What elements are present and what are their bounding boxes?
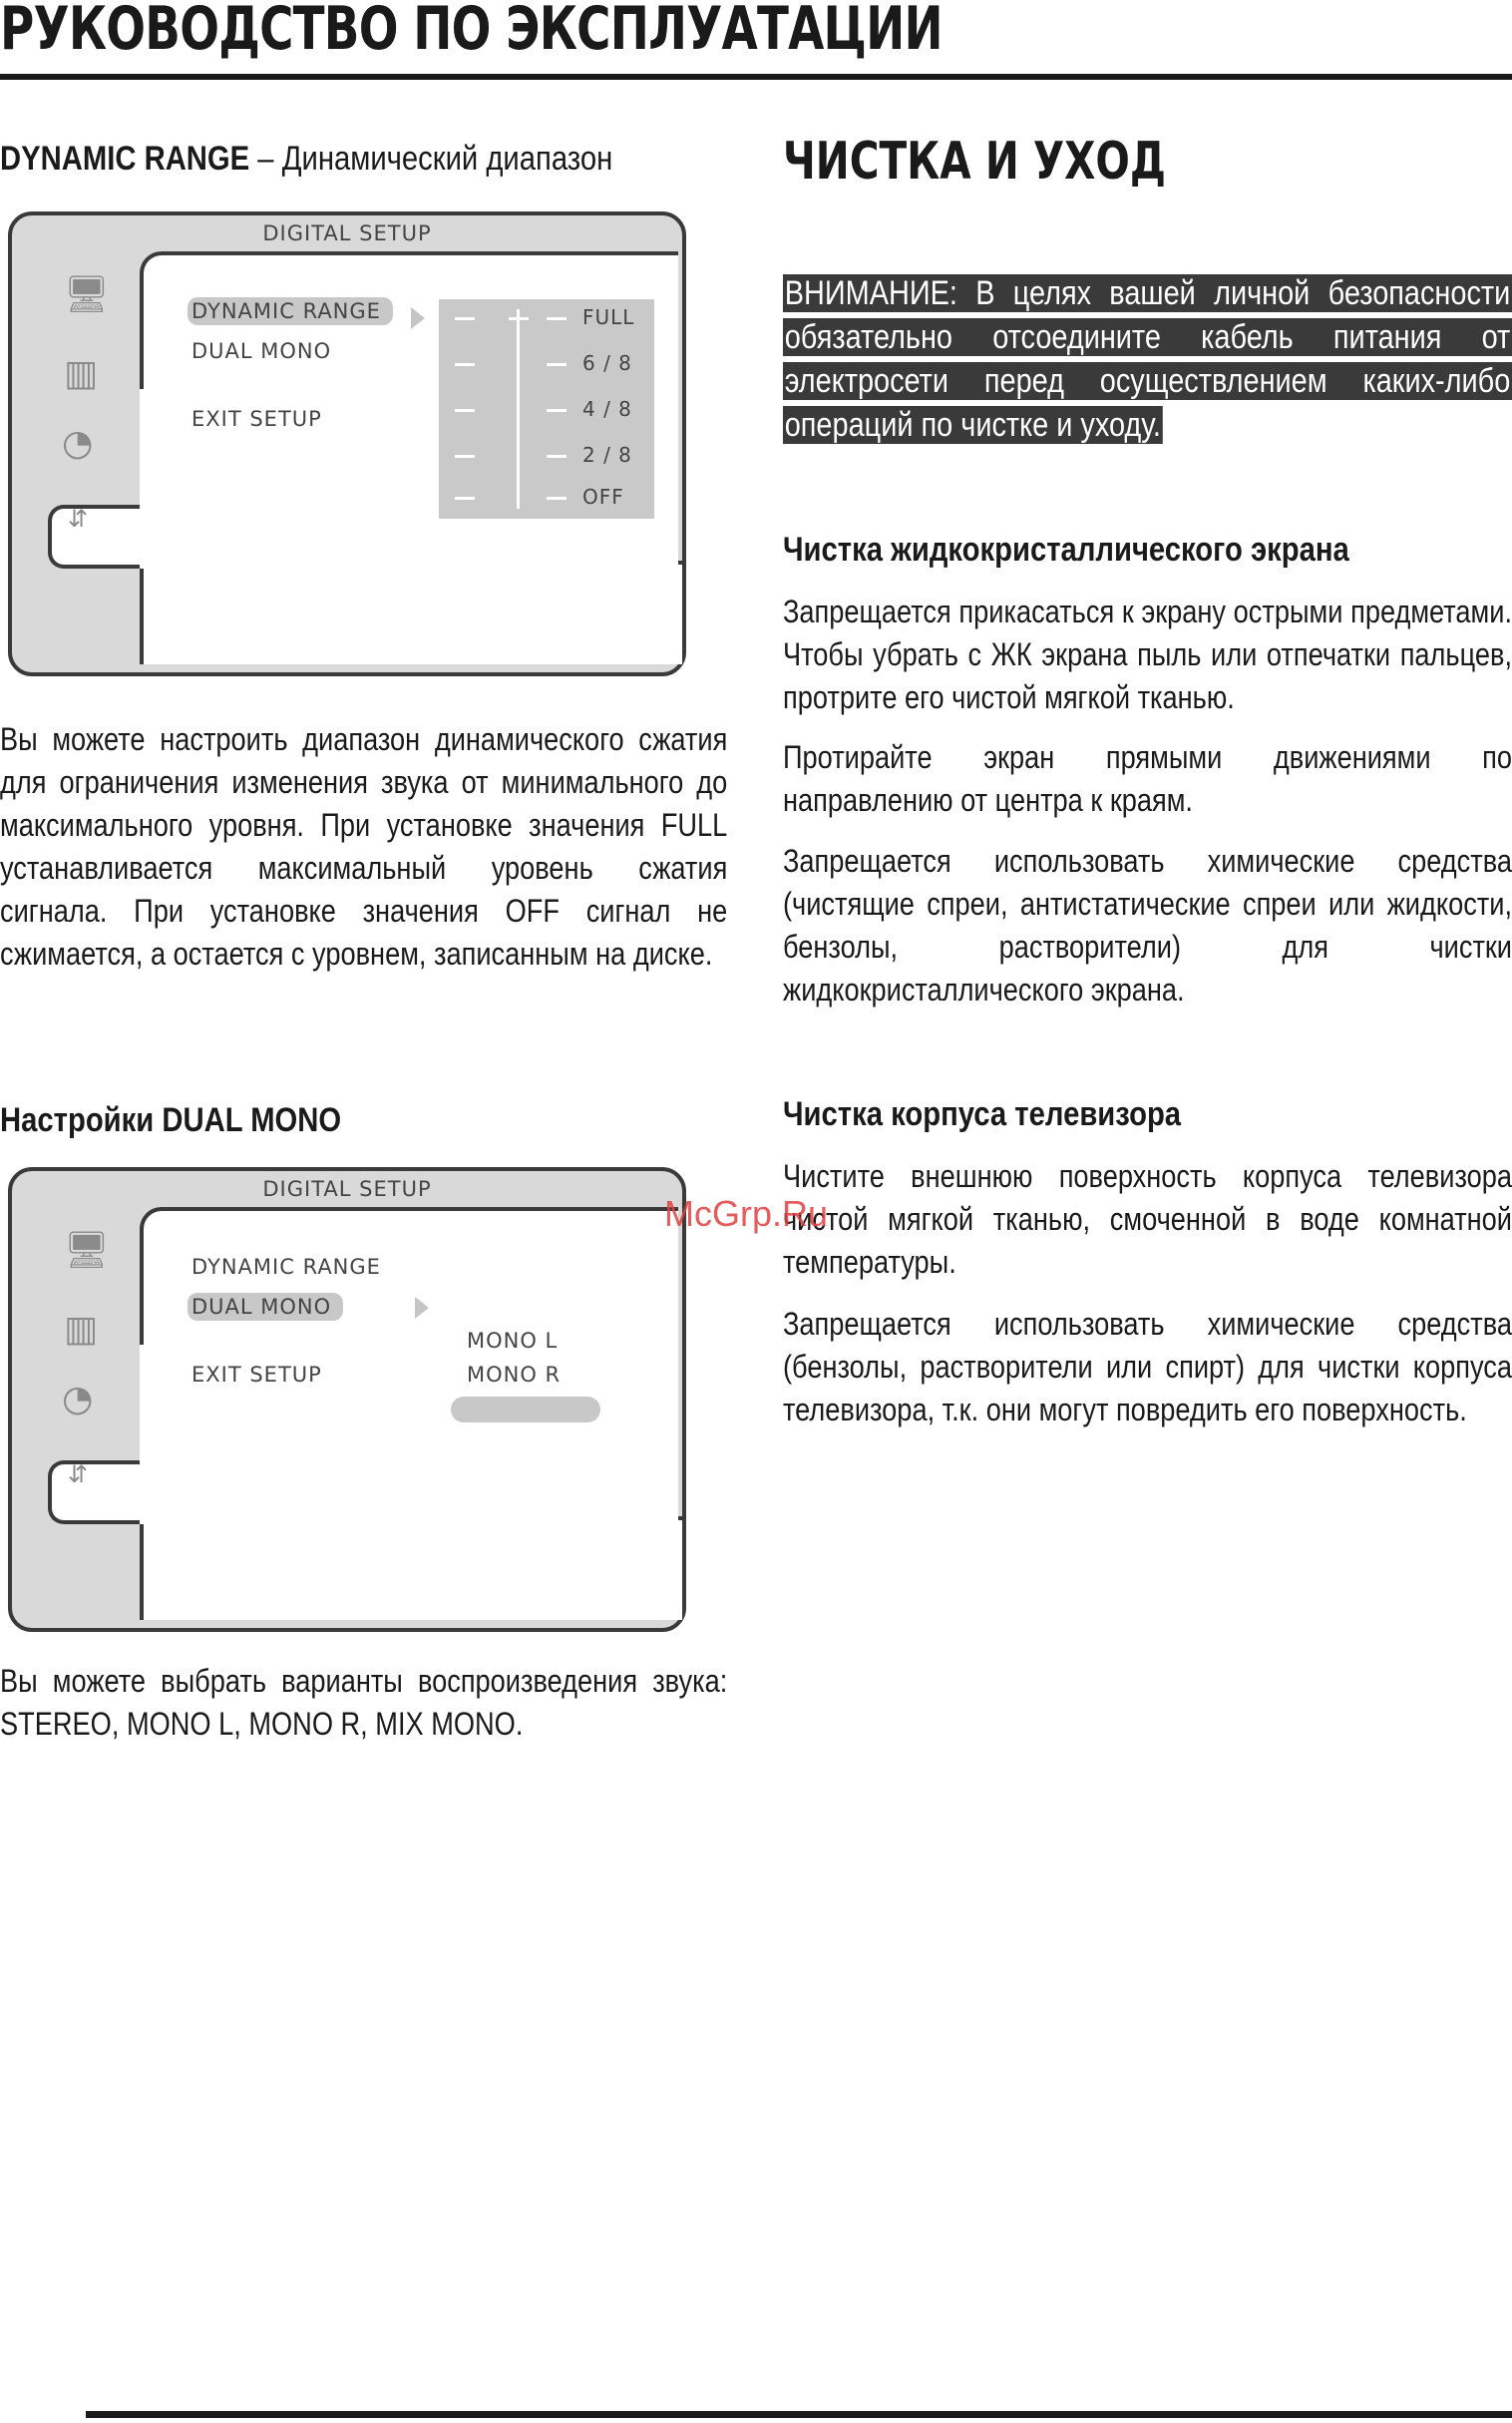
menu-item-dual-mono[interactable]: DUAL MONO xyxy=(191,339,332,363)
digital-icon[interactable]: ⇵ xyxy=(68,505,89,533)
slider-tick xyxy=(547,455,567,458)
screen-title: DIGITAL SETUP xyxy=(262,1177,432,1201)
case-paragraph-1: Чистите внешнюю поверхность корпуса телевизора чистой мягкой тканью, смоченной в воде комнатной температуры. xyxy=(783,1158,1512,1280)
menu-item-dynamic-range[interactable]: DYNAMIC RANGE xyxy=(191,1255,381,1279)
slider-rail xyxy=(517,309,520,509)
slider-tick xyxy=(455,455,475,458)
lcd-cleaning-heading: Чистка жидкокристаллического экрана xyxy=(783,531,1349,569)
slider-tick xyxy=(547,409,567,412)
submenu-arrow-icon xyxy=(411,307,425,329)
screen-title: DIGITAL SETUP xyxy=(262,221,432,245)
footer-divider xyxy=(86,2411,1512,2418)
submenu-arrow-icon xyxy=(415,1297,429,1319)
dynamic-range-heading-rest: – Динамический диапазон xyxy=(249,140,613,178)
menu-panel-lower xyxy=(140,561,682,664)
dynamic-range-heading-bold: DYNAMIC RANGE xyxy=(0,140,250,178)
slider-tick xyxy=(547,363,567,366)
option-mono-r[interactable]: MONO R xyxy=(467,1363,562,1387)
disc-icon[interactable]: ◔ xyxy=(62,423,94,464)
safety-warning-text: ВНИМАНИЕ: В целях вашей личной безопасности обязательно отсоедините кабель питания от электросети перед осуществлением каких-либо операций по чистке и уходу. xyxy=(784,274,1511,444)
dual-mono-screen xyxy=(8,1167,686,1632)
menu-item-dual-mono[interactable]: DUAL MONO xyxy=(188,1293,343,1321)
level-6-8[interactable]: 6 / 8 xyxy=(582,351,632,375)
header-divider xyxy=(0,74,1512,80)
page-title: РУКОВОДСТВО ПО ЭКСПЛУАТАЦИИ xyxy=(0,0,943,64)
dual-mono-paragraph: Вы можете выбрать варианты воспроизведения звука: STEREO, MONO L, MONO R, MIX MONO. xyxy=(0,1663,728,1742)
menu-panel-lower xyxy=(140,1516,682,1620)
cleaning-section-title: ЧИСТКА И УХОД xyxy=(783,132,1167,192)
dynamic-range-heading xyxy=(0,140,612,179)
level-off[interactable]: OFF xyxy=(582,485,624,509)
monitor-icon[interactable]: 🖥 xyxy=(64,1230,110,1271)
case-cleaning-heading: Чистка корпуса телевизора xyxy=(783,1095,1182,1133)
selected-category-tab xyxy=(48,1460,148,1524)
speaker-icon[interactable]: ▥ xyxy=(64,353,99,394)
lcd-paragraph-1: Запрещается прикасаться к экрану острыми предметами. Чтобы убрать с ЖК экрана пыль или отпечатки пальцев, протрите его чистой мягкой тканью. xyxy=(783,594,1512,715)
menu-item-dynamic-range[interactable]: DYNAMIC RANGE xyxy=(188,297,393,325)
disc-icon[interactable]: ◔ xyxy=(62,1379,94,1419)
slider-tick xyxy=(455,317,475,320)
slider-tick xyxy=(455,409,475,412)
level-slider-panel[interactable] xyxy=(439,299,654,519)
dynamic-range-screen xyxy=(8,211,686,676)
level-2-8[interactable]: 2 / 8 xyxy=(582,443,632,467)
selected-category-tab xyxy=(48,505,148,569)
level-4-8[interactable]: 4 / 8 xyxy=(582,397,632,421)
slider-tick xyxy=(455,363,475,366)
slider-tick xyxy=(547,317,567,320)
slider-knob xyxy=(509,317,529,320)
option-mono-l[interactable]: MONO L xyxy=(467,1329,559,1353)
case-paragraph-2: Запрещается использовать химические средства (бензолы, растворители или спирт) для чистки корпуса телевизора, т.к. они могут повредить его поверхность. xyxy=(783,1306,1512,1427)
dual-mono-heading xyxy=(0,1101,341,1140)
monitor-icon[interactable]: 🖥 xyxy=(64,274,110,315)
safety-warning xyxy=(783,271,1512,447)
lcd-paragraph-2: Протирайте экран прямыми движениями по направлению от центра к краям. xyxy=(783,739,1512,818)
menu-item-exit-setup[interactable]: EXIT SETUP xyxy=(191,1363,322,1387)
dynamic-range-paragraph: Вы можете настроить диапазон динамического сжатия для ограничения изменения звука от минимального до максимального уровня. При установке значения FULL устанавливается максимальный уровень сжатия сигнала. При установке значения OFF сигнал не сжимается, а остается с уровнем, записанным на диске. xyxy=(0,721,728,972)
lcd-paragraph-3: Запрещается использовать химические средства (чистящие спреи, антистатические спреи или жидкости, бензолы, растворители) для чистки жидкокристаллического экрана. xyxy=(783,843,1512,1008)
dual-mono-heading-bold: Настройки DUAL MONO xyxy=(0,1101,342,1139)
menu-item-exit-setup[interactable]: EXIT SETUP xyxy=(191,407,322,431)
level-full[interactable]: FULL xyxy=(582,305,635,329)
option-highlight-bar[interactable] xyxy=(451,1397,600,1422)
digital-icon[interactable]: ⇵ xyxy=(68,1460,89,1488)
slider-tick xyxy=(547,497,567,500)
speaker-icon[interactable]: ▥ xyxy=(64,1309,99,1350)
watermark: McGrp.Ru xyxy=(664,1193,829,1234)
slider-tick xyxy=(455,497,475,500)
